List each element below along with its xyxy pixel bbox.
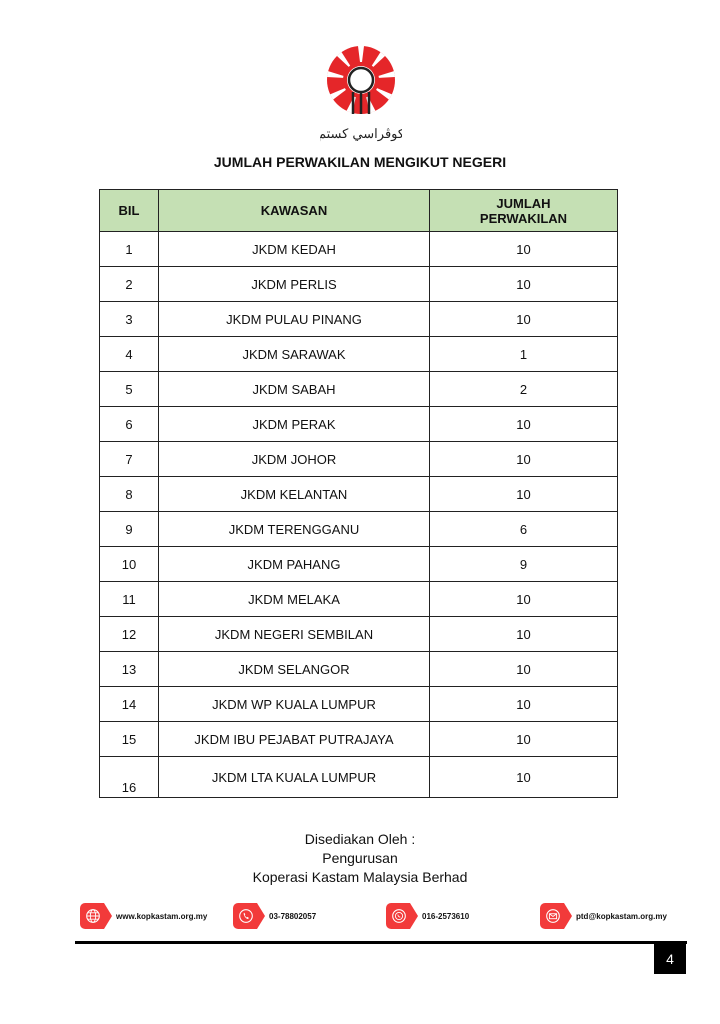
cell-kawasan: JKDM SELANGOR — [159, 652, 430, 687]
cell-jumlah: 10 — [430, 267, 618, 302]
table-row — [100, 267, 618, 302]
header-bil: BIL — [100, 190, 159, 232]
cell-jumlah: 10 — [430, 652, 618, 687]
cell-jumlah: 6 — [430, 512, 618, 547]
cell-jumlah: 10 — [430, 722, 618, 757]
globe-icon — [80, 903, 112, 929]
cell-kawasan: JKDM SARAWAK — [159, 337, 430, 372]
cell-kawasan: JKDM KEDAH — [159, 232, 430, 267]
table-row — [100, 442, 618, 477]
cell-jumlah: 10 — [430, 442, 618, 477]
header-jumlah-line2: PERWAKILAN — [479, 210, 568, 226]
cell-jumlah: 10 — [430, 302, 618, 337]
whatsapp-icon — [386, 903, 418, 929]
table-row — [100, 687, 618, 722]
cell-kawasan: JKDM TERENGGANU — [159, 512, 430, 547]
whatsapp-number[interactable]: 016-2573610 — [422, 911, 470, 921]
cell-kawasan: JKDM KELANTAN — [159, 477, 430, 512]
cell-jumlah: 10 — [430, 757, 618, 798]
cell-kawasan: JKDM PAHANG — [159, 547, 430, 582]
cell-jumlah: 9 — [430, 547, 618, 582]
cell-bil: 12 — [100, 617, 159, 652]
cell-jumlah: 10 — [430, 582, 618, 617]
cell-bil: 1 — [100, 232, 159, 267]
cell-bil: 7 — [100, 442, 159, 477]
cell-bil: 6 — [100, 407, 159, 442]
mail-icon — [540, 903, 572, 929]
cell-jumlah: 10 — [430, 617, 618, 652]
cell-bil: 4 — [100, 337, 159, 372]
cell-kawasan: JKDM NEGERI SEMBILAN — [159, 617, 430, 652]
table-row — [100, 512, 618, 547]
table-row — [100, 582, 618, 617]
table-body — [100, 232, 618, 798]
cell-kawasan: JKDM LTA KUALA LUMPUR — [159, 757, 430, 798]
website-link[interactable]: www.kopkastam.org.my — [116, 911, 208, 921]
contact-website[interactable] — [80, 903, 207, 929]
cell-bil: 2 — [100, 267, 159, 302]
cell-bil: 3 — [100, 302, 159, 337]
cell-jumlah: 1 — [430, 337, 618, 372]
header-kawasan: KAWASAN — [159, 190, 430, 232]
cell-kawasan: JKDM SABAH — [159, 372, 430, 407]
cell-bil: 10 — [100, 547, 159, 582]
phone-number[interactable]: 03-78802057 — [269, 911, 317, 921]
table-row — [100, 722, 618, 757]
cell-kawasan: JKDM WP KUALA LUMPUR — [159, 687, 430, 722]
header-jumlah-line1: JUMLAH — [496, 195, 551, 211]
header-jumlah — [430, 190, 618, 232]
cell-bil: 8 — [100, 477, 159, 512]
table-header-row — [100, 190, 618, 232]
cell-jumlah: 10 — [430, 232, 618, 267]
prepared-by-label: Disediakan Oleh : — [304, 831, 416, 847]
kopkastam-logo — [320, 40, 402, 144]
cell-kawasan: JKDM PERAK — [159, 407, 430, 442]
footer-divider — [75, 941, 687, 944]
table-row — [100, 232, 618, 267]
table-row — [100, 477, 618, 512]
prepared-by-org: Koperasi Kastam Malaysia Berhad — [252, 869, 468, 885]
cell-kawasan: JKDM PULAU PINANG — [159, 302, 430, 337]
table-row — [100, 617, 618, 652]
cell-bil: 11 — [100, 582, 159, 617]
page-number: 4 — [654, 944, 686, 974]
svg-text:كوڤراسي كستم: كوڤراسي كستم — [320, 127, 402, 142]
prepared-by — [0, 830, 720, 887]
page-title: JUMLAH PERWAKILAN MENGIKUT NEGERI — [213, 154, 507, 170]
cell-jumlah: 10 — [430, 407, 618, 442]
cell-bil: 16 — [100, 757, 159, 798]
cell-jumlah: 10 — [430, 477, 618, 512]
table-row — [100, 302, 618, 337]
cell-bil: 13 — [100, 652, 159, 687]
table-row — [100, 407, 618, 442]
cell-kawasan: JKDM PERLIS — [159, 267, 430, 302]
table-row — [100, 757, 618, 798]
table-row — [100, 372, 618, 407]
contact-whatsapp[interactable] — [386, 903, 469, 929]
cell-jumlah: 2 — [430, 372, 618, 407]
table-row — [100, 547, 618, 582]
cell-bil: 14 — [100, 687, 159, 722]
table-row — [100, 337, 618, 372]
representatives-table — [99, 189, 618, 798]
table-row — [100, 652, 618, 687]
cell-kawasan: JKDM IBU PEJABAT PUTRAJAYA — [159, 722, 430, 757]
cell-jumlah: 10 — [430, 687, 618, 722]
cell-bil: 5 — [100, 372, 159, 407]
cell-bil: 15 — [100, 722, 159, 757]
cell-kawasan: JKDM MELAKA — [159, 582, 430, 617]
cell-kawasan: JKDM JOHOR — [159, 442, 430, 477]
contact-email[interactable] — [540, 903, 667, 929]
phone-icon — [233, 903, 265, 929]
cog-emblem-icon — [320, 40, 402, 144]
email-link[interactable]: ptd@kopkastam.org.my — [576, 911, 667, 921]
prepared-by-dept: Pengurusan — [322, 850, 398, 866]
contact-phone[interactable] — [233, 903, 316, 929]
cell-bil: 9 — [100, 512, 159, 547]
